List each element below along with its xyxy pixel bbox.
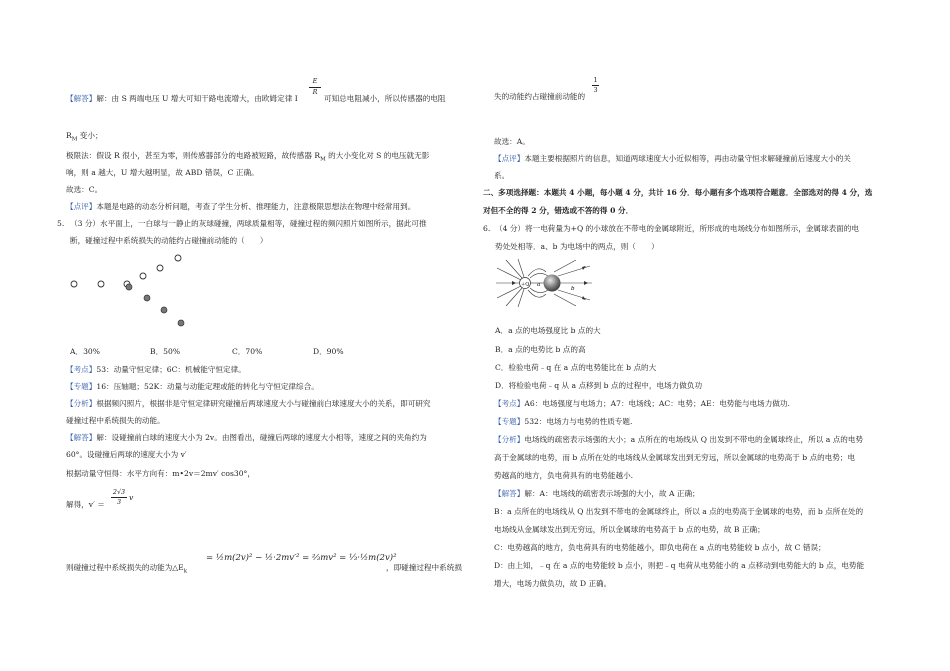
jieda-tag: 【解答】 <box>66 433 97 442</box>
loss-line <box>66 563 187 575</box>
r-kaodian-tag: 【考点】 <box>494 399 525 408</box>
r-jieda-line-1 <box>494 489 700 498</box>
answer-tag: 【解答】 <box>66 94 97 103</box>
rm-r: R <box>66 131 72 140</box>
r-jieda-line-6: 增大，电场力做负功，故 D 正确。 <box>494 579 612 588</box>
r-jieda-line-3: 电场线从金属球发出到无穷远，所以金属球的电势高于 b 点的电势，故 B 正确； <box>494 525 765 534</box>
loss-tail: ，即碰撞过程中系统损 <box>386 563 462 572</box>
kaodian-text: 53：动量守恒定律；6C：机械能守恒定律。 <box>96 365 246 374</box>
gray-ball <box>144 295 150 301</box>
r-jieda-line-4: C：电势越高的地方，负电荷具有的电势能越小，即负电荷在 a 点的电势能较 b 点小，故 C 错误； <box>494 543 826 552</box>
solve-line: 解得，v′ ＝ <box>66 500 105 509</box>
loss-formula: = ½m(2v)² − ½·2mv′² = ⅔mv² = ⅓·½m(2v)² <box>206 553 397 563</box>
limit-line-1 <box>66 151 429 163</box>
comment-tag: 【点评】 <box>66 202 97 211</box>
solve-den: 3 <box>116 498 122 506</box>
r-comment-tag: 【点评】 <box>494 154 525 163</box>
loss-text: 则碰撞过程中系统损失的动能为△E <box>66 563 184 572</box>
momentum-line: 根据动量守恒得：水平方向有：m•2v＝2mv′ cos30°， <box>66 469 255 478</box>
section-title-1: 二、多项选择题：本题共 4 小题，每小题 4 分，共计 16 分．每小题有多个选项符合题意．全部选对的得 4 分，选 <box>483 188 873 197</box>
r-top-den: 3 <box>593 86 598 94</box>
r-fenxi-text: 电场线的疏密表示场强的大小；a 点所在的电场线从 Q 出发到不带电的金属球终止，所以 a 点的电势 <box>524 435 864 444</box>
r-kaodian-line <box>494 399 790 408</box>
q6-option-c: C．检验电荷﹣q 在 a 点的电势能比在 b 点的大 <box>495 363 657 372</box>
answer-tail: 可知总电阻减小，所以传感器的电阻 <box>324 94 446 103</box>
gray-ball <box>178 320 184 326</box>
comment-line <box>66 202 415 211</box>
field-diagram <box>494 258 594 308</box>
r-top-num: 1 <box>593 76 598 84</box>
zhuanti-tag: 【专题】 <box>66 382 97 391</box>
fenxi-line-2: 碰撞过程中系统损失的动能。 <box>66 416 165 425</box>
charge-q-label: +Q <box>521 281 530 288</box>
q5-option-d: D．90% <box>313 347 344 356</box>
strobe-diagram <box>65 250 195 330</box>
fenxi-text: 根据频闪照片，根据非是守恒定律研究碰撞后两球速度大小与碰撞前白球速度大小的关系，即可研究 <box>96 399 431 408</box>
r-comment-line-2: 系。 <box>494 171 510 180</box>
r-fenxi-tag: 【分析】 <box>494 435 525 444</box>
white-ball <box>175 255 181 261</box>
kaodian-line <box>66 365 246 374</box>
white-ball-track <box>71 255 181 287</box>
q6-option-d: D．将检验电荷﹣q 从 a 点移到 b 点的过程中，电场力做负功 <box>495 381 703 390</box>
limit-text-a: 极限法：假设 R 很小，甚至为零，则传感器部分的电路被短路，故传感器 R <box>66 151 321 160</box>
r-fenxi-line-1 <box>494 435 863 444</box>
fenxi-line-1 <box>66 399 431 408</box>
q5-number: 5. <box>57 219 65 228</box>
white-ball <box>140 273 146 279</box>
metal-sphere <box>544 275 561 292</box>
limit-sub: M <box>320 156 326 163</box>
q5-line-1: （3 分）水平面上，一白球与一静止的灰球碰撞，两球质量相等，碰撞过程的频闪照片如图所示，据此可推 <box>70 219 427 228</box>
r-jieda-tag: 【解答】 <box>494 489 525 498</box>
rm-tail: 变小； <box>77 131 103 140</box>
rm-sub: M <box>71 136 78 143</box>
kaodian-tag: 【考点】 <box>66 365 97 374</box>
q5-line-2: 断，碰撞过程中系统损失的动能约占碰撞前动能的（ ） <box>70 236 268 245</box>
r-zhuanti-tag: 【专题】 <box>494 417 525 426</box>
jieda-line-2: 60°。设碰撞后两球的速度大小为 v′ <box>66 450 187 459</box>
answer-line <box>66 94 298 103</box>
point-b-label: b <box>571 286 575 292</box>
q5-option-a: A．30% <box>70 347 100 356</box>
point-a-label: a <box>537 282 541 288</box>
r-jieda-line-2: B：a 点所在的电场线从 Q 出发到不带电的金属球终止，所以 a 点的电势高于金属球的电势，而 b 点所在处的 <box>494 507 864 516</box>
limit-text-b: 的大小变化对 S 的电压就无影 <box>325 151 430 160</box>
jieda-line-1 <box>66 433 427 442</box>
solve-num: 2√3 <box>112 488 126 496</box>
white-ball <box>157 265 163 271</box>
section-title-2: 对但不全的得 2 分，错选或不答的得 0 分． <box>483 206 634 215</box>
limit-line-2: 响，则 a 越大，U 增大越明显，故 ABD 错误，C 正确。 <box>66 168 259 177</box>
r-zhuanti-line <box>494 417 632 426</box>
q6-option-b: B．a 点的电势比 b 点的高 <box>495 345 586 354</box>
gray-ball <box>161 307 167 313</box>
r-kaodian-text: A6：电场强度与电场力；A7：电场线；AC：电势；AE：电势能与电场力做功. <box>524 399 790 408</box>
q6-number: 6. <box>483 224 491 233</box>
q5-option-c: C．70% <box>232 347 263 356</box>
loss-sub: k <box>183 568 188 575</box>
r-choice-line: 故选：A。 <box>494 137 530 146</box>
r-jieda-line-5: D：由上知，﹣q 在 a 点的电势能较 b 点小，则把﹣q 电荷从电势能小的 a 点移动到电势能大的 b 点，电势能 <box>494 561 865 570</box>
r-fenxi-line-3: 势越高的地方，负电荷具有的电势能越小. <box>494 471 634 480</box>
r-jieda-text: 解：A：电场线的疏密表示场强的大小，故 A 正确； <box>524 489 700 498</box>
r-comment-text: 本题主要根据照片的信息，知道两球速度大小近似相等，再由动量守恒求解碰撞前后速度大小的关 <box>524 154 851 163</box>
r-fenxi-line-2: 高于金属球的电势，而 b 点所在处的电场线从金属球发出到无穷远，所以金属球的电势高于 b 点的电势；电 <box>494 453 856 462</box>
solve-v: v <box>129 493 134 502</box>
q6-line-2: 势处处相等．a、b 为电场中的两点，则（ ） <box>495 242 659 251</box>
rm-line <box>66 131 103 143</box>
gray-ball <box>126 284 132 290</box>
r-zhuanti-text: 532：电场力与电势的性质专题. <box>524 417 633 426</box>
zhuanti-line <box>66 382 319 391</box>
choice-line: 故选：C。 <box>66 185 103 194</box>
answer-text: 解：由 S 两端电压 U 增大可知干路电流增大，由欧姆定律 I <box>96 94 298 103</box>
fenxi-tag: 【分析】 <box>66 399 97 408</box>
q6-option-a: A．a 点的电场强度比 b 点的大 <box>495 326 601 335</box>
fraction-num: E <box>312 77 318 85</box>
fraction-den: R <box>312 88 318 96</box>
q6-line-1: （4 分）将一电荷量为+Q 的小球放在不带电的金属球附近，所形成的电场线分布如图所示，金属球表面的电 <box>495 224 859 233</box>
zhuanti-text: 16：压轴题；52K：动量与动能定理或能的转化与守恒定律综合。 <box>96 382 319 391</box>
gray-ball-track <box>126 284 184 326</box>
comment-text: 本题是电路的动态分析问题，考查了学生分析、推理能力，注意极限思想法在物理中经常用到。 <box>96 202 416 211</box>
r-top-line: 失的动能约占碰撞前动能的 <box>494 92 586 101</box>
jieda-text: 解：设碰撞前白球的速度大小为 2v。由图看出，碰撞后两球的速度大小相等，速度之间的夹角约为 <box>96 433 427 442</box>
white-ball <box>71 281 77 287</box>
white-ball <box>98 281 104 287</box>
q5-option-b: B．50% <box>150 347 181 356</box>
r-comment-line-1 <box>494 154 851 163</box>
